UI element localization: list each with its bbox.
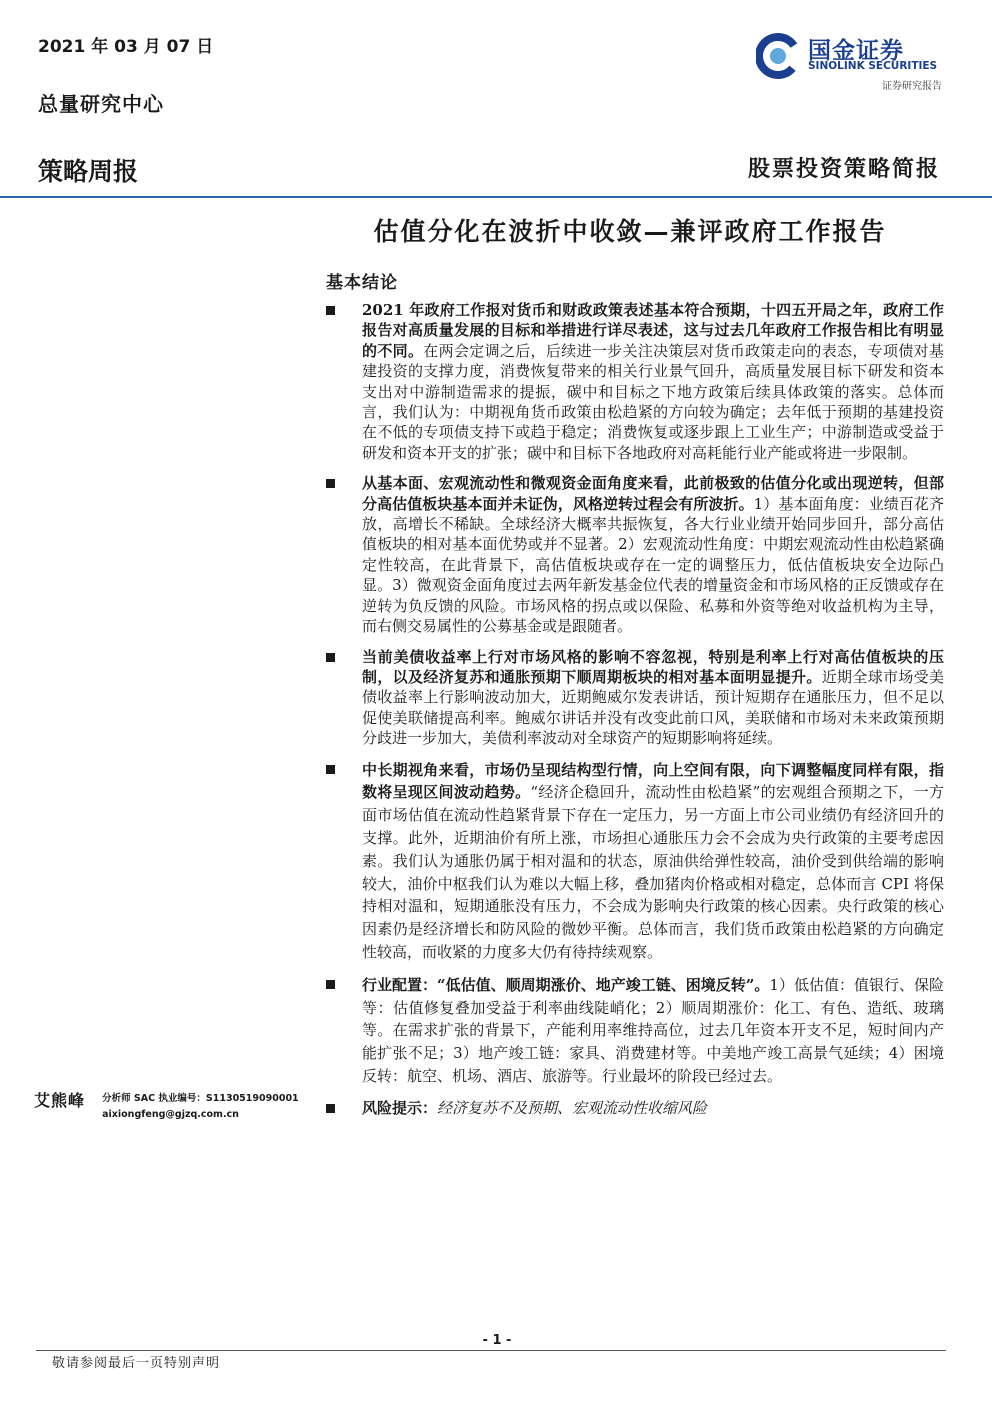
conclusion-item	[326, 473, 944, 636]
conclusion-lead: 当前美债收益率上行对市场风格的影响不容忽视，特别是利率上行对高估值板块的压制，以及经济复苏和通胀预期下顺周期板块的相对基本面明显提升。	[362, 647, 944, 686]
risk-warning	[326, 1098, 944, 1118]
square-bullet-icon	[326, 980, 335, 989]
author-email[interactable]: aixiongfeng@gjzq.com.cn	[102, 1109, 239, 1120]
logo-subtitle: 证券研究报告	[882, 81, 942, 92]
author-meta	[102, 1091, 299, 1123]
square-bullet-icon	[326, 479, 335, 488]
conclusion-body: “经济企稳回升，流动性由松趋紧”的宏观组合预期之下，一方面市场估值在流动性趋紧背景下存在一定压力，另一方面上市公司业绩仍有经济回升的支撑。此外，近期油价有所上涨，市场担心通胀压力会不会成为央行政策的主要考虑因素。我们认为通胀仍属于相对温和的状态，原油供给弹性较高，油价受到供给端的影响较大，油价中枢我们认为难以大幅上移，叠加猪肉价格或相对稳定，总体而言 CPI 将保持相对温和，短期通胀没有压力，不会成为影响央行政策的核心因素。央行政策的核心因素仍是经济增长和防风险的微妙平衡。总体而言，我们货币政策由松趋紧的方向确定性较高，而收紧的力度多大仍有待持续观察。	[362, 783, 944, 961]
conclusion-item	[326, 759, 944, 964]
author-name: 艾熊峰	[34, 1091, 86, 1110]
conclusion-item	[326, 300, 944, 463]
conclusions-list	[326, 300, 944, 1128]
logo-english-name: SINOLINK SECURITIES	[808, 60, 938, 72]
conclusion-item	[326, 974, 944, 1088]
report-title: 估值分化在波折中收敛—兼评政府工作报告	[373, 217, 887, 246]
conclusion-lead: 2021 年政府工作报对货币和财政政策表述基本符合预期，十四五开局之年，政府工作报告对高质量发展的目标和举措进行详尽表述，这与过去几年政府工作报告相比有明显的不同。	[362, 301, 944, 360]
author-block	[34, 1088, 314, 1123]
sinolink-logo-icon	[756, 32, 804, 80]
footer-divider	[36, 1350, 946, 1351]
conclusion-body: 1）低估值：值银行、保险等：估值修复叠加受益于利率曲线陡峭化；2）顺周期涨价：化工、有色、造纸、玻璃等。在需求扩张的背景下，产能利用率维持高位，过去几年资本开支不足，短时间内产能扩张不足；3）地产竣工链：家具、消费建材等。中美地产竣工高景气延续；4）困境反转：航空、机场、酒店、旅游等。行业最坏的阶段已经过去。	[362, 975, 945, 1085]
square-bullet-icon	[326, 765, 335, 774]
logo-chinese-name: 国金证券	[808, 38, 904, 64]
square-bullet-icon	[326, 653, 335, 662]
page-number: - 1 -	[482, 1333, 512, 1348]
conclusion-lead: 行业配置：“低估值、顺周期涨价、地产竣工链、困境反转”。	[362, 975, 770, 994]
header-divider	[0, 196, 992, 198]
square-bullet-icon	[326, 1104, 335, 1113]
company-logo	[756, 30, 946, 90]
author-cert: 分析师 SAC 执业编号：S1130519090001	[102, 1093, 299, 1104]
risk-label: 风险提示：	[362, 1098, 438, 1117]
conclusion-lead: 中长期视角来看，市场仍呈现结构型行情，向上空间有限，向下调整幅度同样有限，指数将呈现区间波动趋势。	[362, 760, 944, 802]
conclusion-body: 近期全球市场受美债收益率上行影响波动加大，近期鲍威尔发表讲话，预计短期存在通胀压力，但不足以促使美联储提高利率。鲍威尔讲话并没有改变此前口风，美联储和市场对未来政策预期分歧进一步加大，美债利率波动对全球资产的短期影响将延续。	[362, 667, 944, 748]
section-heading: 基本结论	[326, 273, 398, 293]
conclusion-body: 1）基本面角度：业绩百花齐放，高增长不稀缺。全球经济大概率共振恢复，各大行业业绩开始同步回升，部分高估值板块的相对基本面优势或并不显著。2）宏观流动性角度：中期宏观流动性由松趋紧确定性较高，在此背景下，高估值板块或存在一定的调整压力，低估值板块安全边际凸显。3）微观资金面角度过去两年新发基金位代表的增量资金和市场风格的正反馈或存在逆转为负反馈的风险。市场风格的拐点或以保险、私募和外资等绝对收益机构为主导，而右侧交易属性的公募基金或是跟随者。	[362, 494, 944, 636]
conclusion-lead: 从基本面、宏观流动性和微观资金面角度来看，此前极致的估值分化或出现逆转，但部分高估值板块基本面并未证伪，风格逆转过程会有所波折。	[362, 474, 944, 513]
footer-disclaimer: 敬请参阅最后一页特别声明	[52, 1356, 221, 1371]
conclusion-body: 在两会定调之后，后续进一步关注决策层对货币政策走向的表态，专项债对基建投资的支撑力度，消费恢复带来的相关行业景气回升，高质量发展目标下研发和资本支出对中游制造需求的提振，碳中和目标之下地方政策后续具体政策的落实。总体而言，我们认为：中期视角货币政策由松趋紧的方向较为确定；去年低于预期的基建投资在不低的专项债支持下或趋于稳定；消费恢复或逐步跟上工业生产；中游制造或受益于研发和资本开支的扩张；碳中和目标下各地政府对高耗能行业产能或将进一步限制。	[362, 341, 944, 462]
report-date: 2021 年 03 月 07 日	[38, 37, 214, 57]
report-series: 策略周报	[38, 157, 139, 186]
department-name: 总量研究中心	[38, 92, 164, 116]
report-type: 股票投资策略简报	[747, 156, 940, 182]
risk-text: 经济复苏不及预期、宏观流动性收缩风险	[437, 1098, 708, 1117]
square-bullet-icon	[326, 306, 335, 315]
conclusion-item	[326, 647, 944, 749]
